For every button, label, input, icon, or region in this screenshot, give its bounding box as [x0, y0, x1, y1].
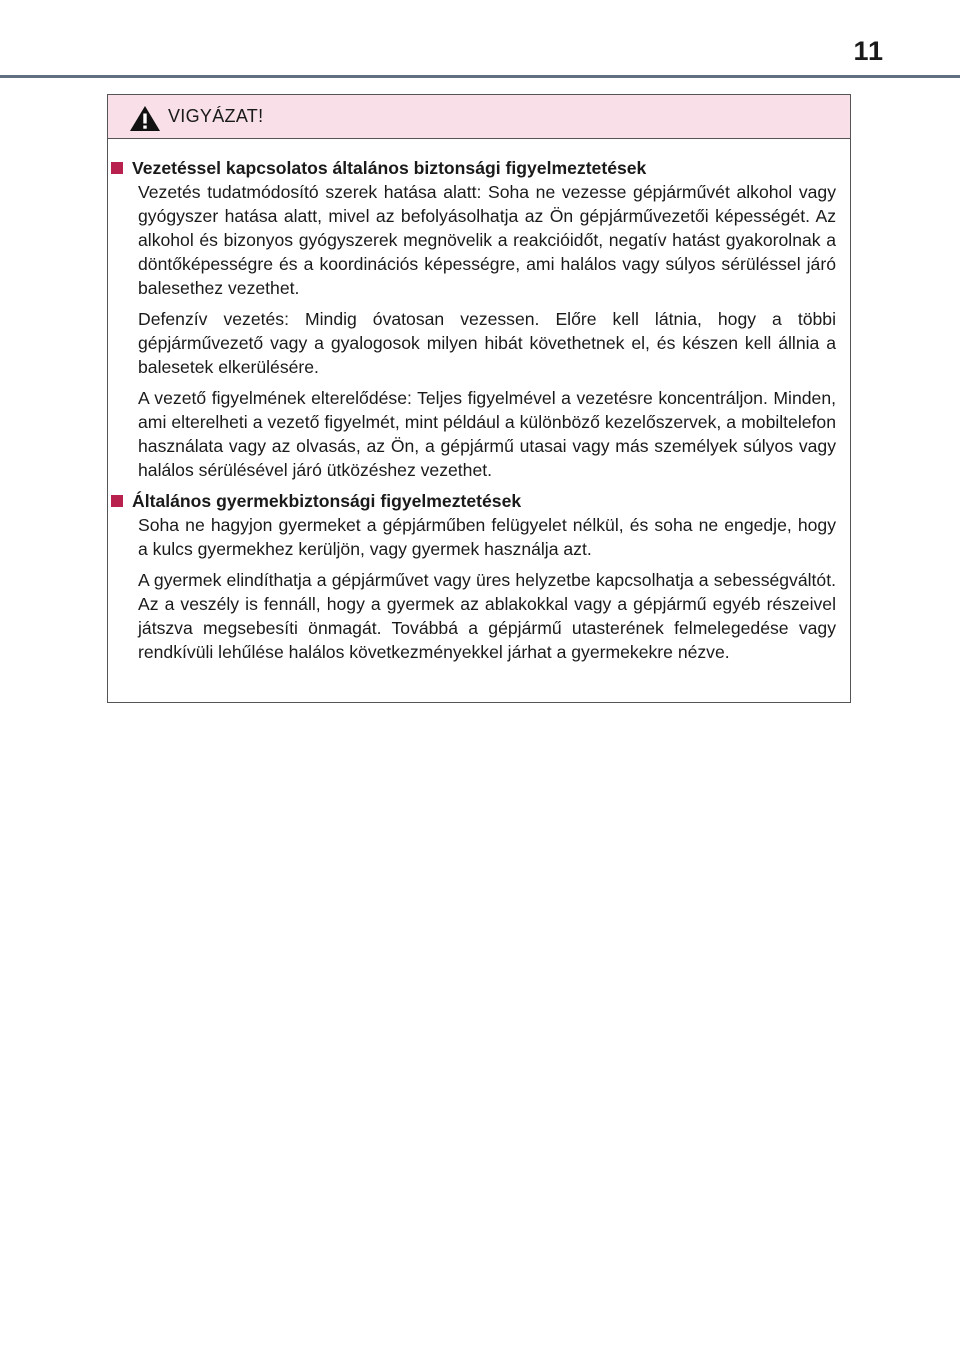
warning-body — [108, 139, 850, 664]
section-heading — [111, 489, 836, 513]
square-bullet-icon — [111, 162, 123, 174]
warning-triangle-icon — [129, 105, 161, 132]
warning-box — [107, 94, 851, 703]
paragraph: A gyermek elindíthatja a gépjárművet vagy üres helyzetbe kapcsolhatja a sebességváltót. Az a veszély is fennáll, hogy a gyermek az ablakokkal vagy a gépjármű egyéb részeivel játszva megsebesíti önmagát. Továbbá a gépjármű utasterének felmelegedése vagy rendkívüli lehűlése halálos következményekkel járhat a gyermekekre nézve. — [138, 570, 836, 662]
section-general-driving — [111, 156, 836, 482]
section-heading — [111, 156, 836, 180]
paragraph: A vezető figyelmének elterelődése: Teljes figyelmével a vezetésre koncentráljon. Minden, ami elterelheti a vezető figyelmét, mint például a különböző kezelőszervek, a mobiltelefon használata vagy az olvasás, az Ön, a gépjármű utasai vagy más személyek súlyos vagy halálos sérülésével járó ütközéshez vezethet. — [138, 388, 836, 480]
warning-header — [108, 95, 850, 139]
header-rule — [0, 75, 960, 78]
paragraph: Soha ne hagyjon gyermeket a gépjárműben felügyelet nélkül, és soha ne engedje, hogy a kulcs gyermekhez kerüljön, vagy gyermek használja azt. — [138, 515, 836, 559]
paragraph: Defenzív vezetés: Mindig óvatosan vezessen. Előre kell látnia, hogy a többi gépjárművezető vagy a gyalogosok milyen hibát követhetnek el, és készen kell állnia a balesetek elkerülésére. — [138, 309, 836, 377]
page-number: 11 — [853, 36, 884, 66]
square-bullet-icon — [111, 495, 123, 507]
paragraph: Vezetés tudatmódosító szerek hatása alatt: Soha ne vezesse gépjárművét alkohol vagy gyógyszer hatása alatt, mivel az befolyásolhatja az Ön gépjárművezetői képességét. Az alkohol és bizonyos gyógyszerek megnövelik a reakcióidőt, negatív hatást gyakorolnak a döntőképességre és a koordinációs képességre, ami halálos vagy súlyos sérüléssel járó balesethez vezethet. — [138, 182, 836, 298]
section-heading-text: Vezetéssel kapcsolatos általános biztonsági figyelmeztetések — [132, 158, 647, 178]
warning-title: VIGYÁZAT! — [168, 106, 264, 126]
section-heading-text: Általános gyermekbiztonsági figyelmeztetések — [132, 491, 522, 511]
section-child-safety — [111, 489, 836, 664]
